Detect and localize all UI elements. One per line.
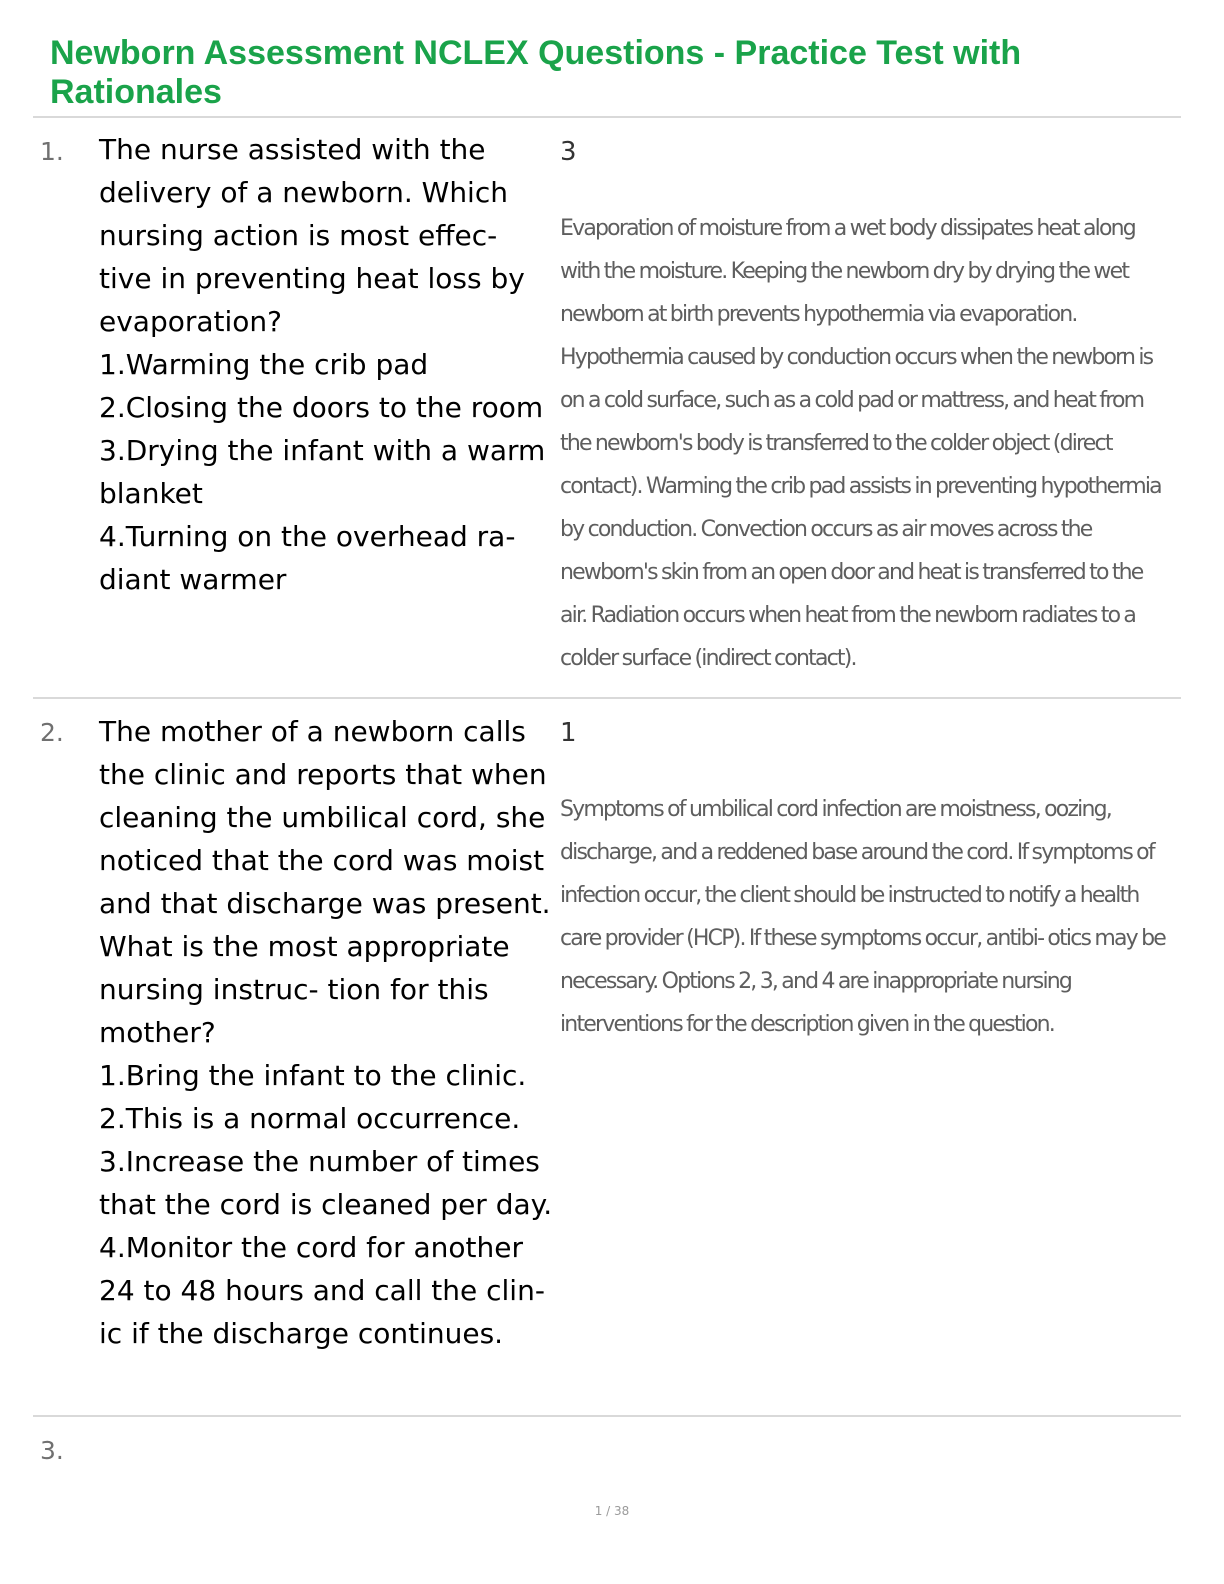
title-divider [33,116,1181,118]
question-number: 1. [40,137,64,166]
rationale-text: Evaporation of moisture from a wet body dissipates heat along with the moisture. Keeping the newborn dry by drying the wet newborn at birth prevents hypothermia via evaporation. Hypothermia caused by conduction occurs when the newborn is on a cold surface, such as a cold pad or mattress, and heat from the newborn's body is transferred to the colder object (direct contact). Warming the crib pad assists in preventing hypothermia by conduction. Convection occurs as air moves across the newborn's skin from an open door and heat is transferred to the air. Radiation occurs when heat from the newborn radiates to a colder surface (indirect contact). [560,216,1161,671]
question-divider [33,697,1181,699]
rationale-text: Symptoms of umbilical cord infection are moistness, oozing, discharge, and a reddened base around the cord. If symptoms of infection occur, the client should be instructed to notify a health care provider (HCP). If these symptoms occur, antibi- otics may be necessary. Options 2, 3, and 4 are inappropriate nursing interventions for the description given in the question. [560,797,1165,1037]
answer-value: 3 [560,137,577,167]
question-number: 2. [40,718,64,747]
question-text: The nurse assisted with the delivery of a newborn. Which nursing action is most effec- tive in preventing heat loss by evaporation? 1.Warming the crib pad 2.Closing the doors to the room 3.Drying the infant with a warm blanket 4.Turning on the overhead ra- diant warmer [99,133,546,596]
question-number: 3. [40,1436,64,1465]
question-text: The mother of a newborn calls the clinic and reports that when cleaning the umbilical cord, she noticed that the cord was moist and that discharge was present. What is the most appropriate nursing instruc- tion for this mother? 1.Bring the infant to the clinic. 2.This is a normal occurrence. 3.Increase the number of times that the cord is cleaned per day. 4.Monitor the cord for another 24 to 48 hours and call the clin- ic if the discharge continues. [99,715,553,1350]
page-indicator: 1 / 38 [594,1504,630,1518]
question-divider [33,1415,1181,1417]
answer-value: 1 [560,718,577,748]
page-title: Newborn Assessment NCLEX Questions - Practice Test with Rationales [50,34,1022,111]
